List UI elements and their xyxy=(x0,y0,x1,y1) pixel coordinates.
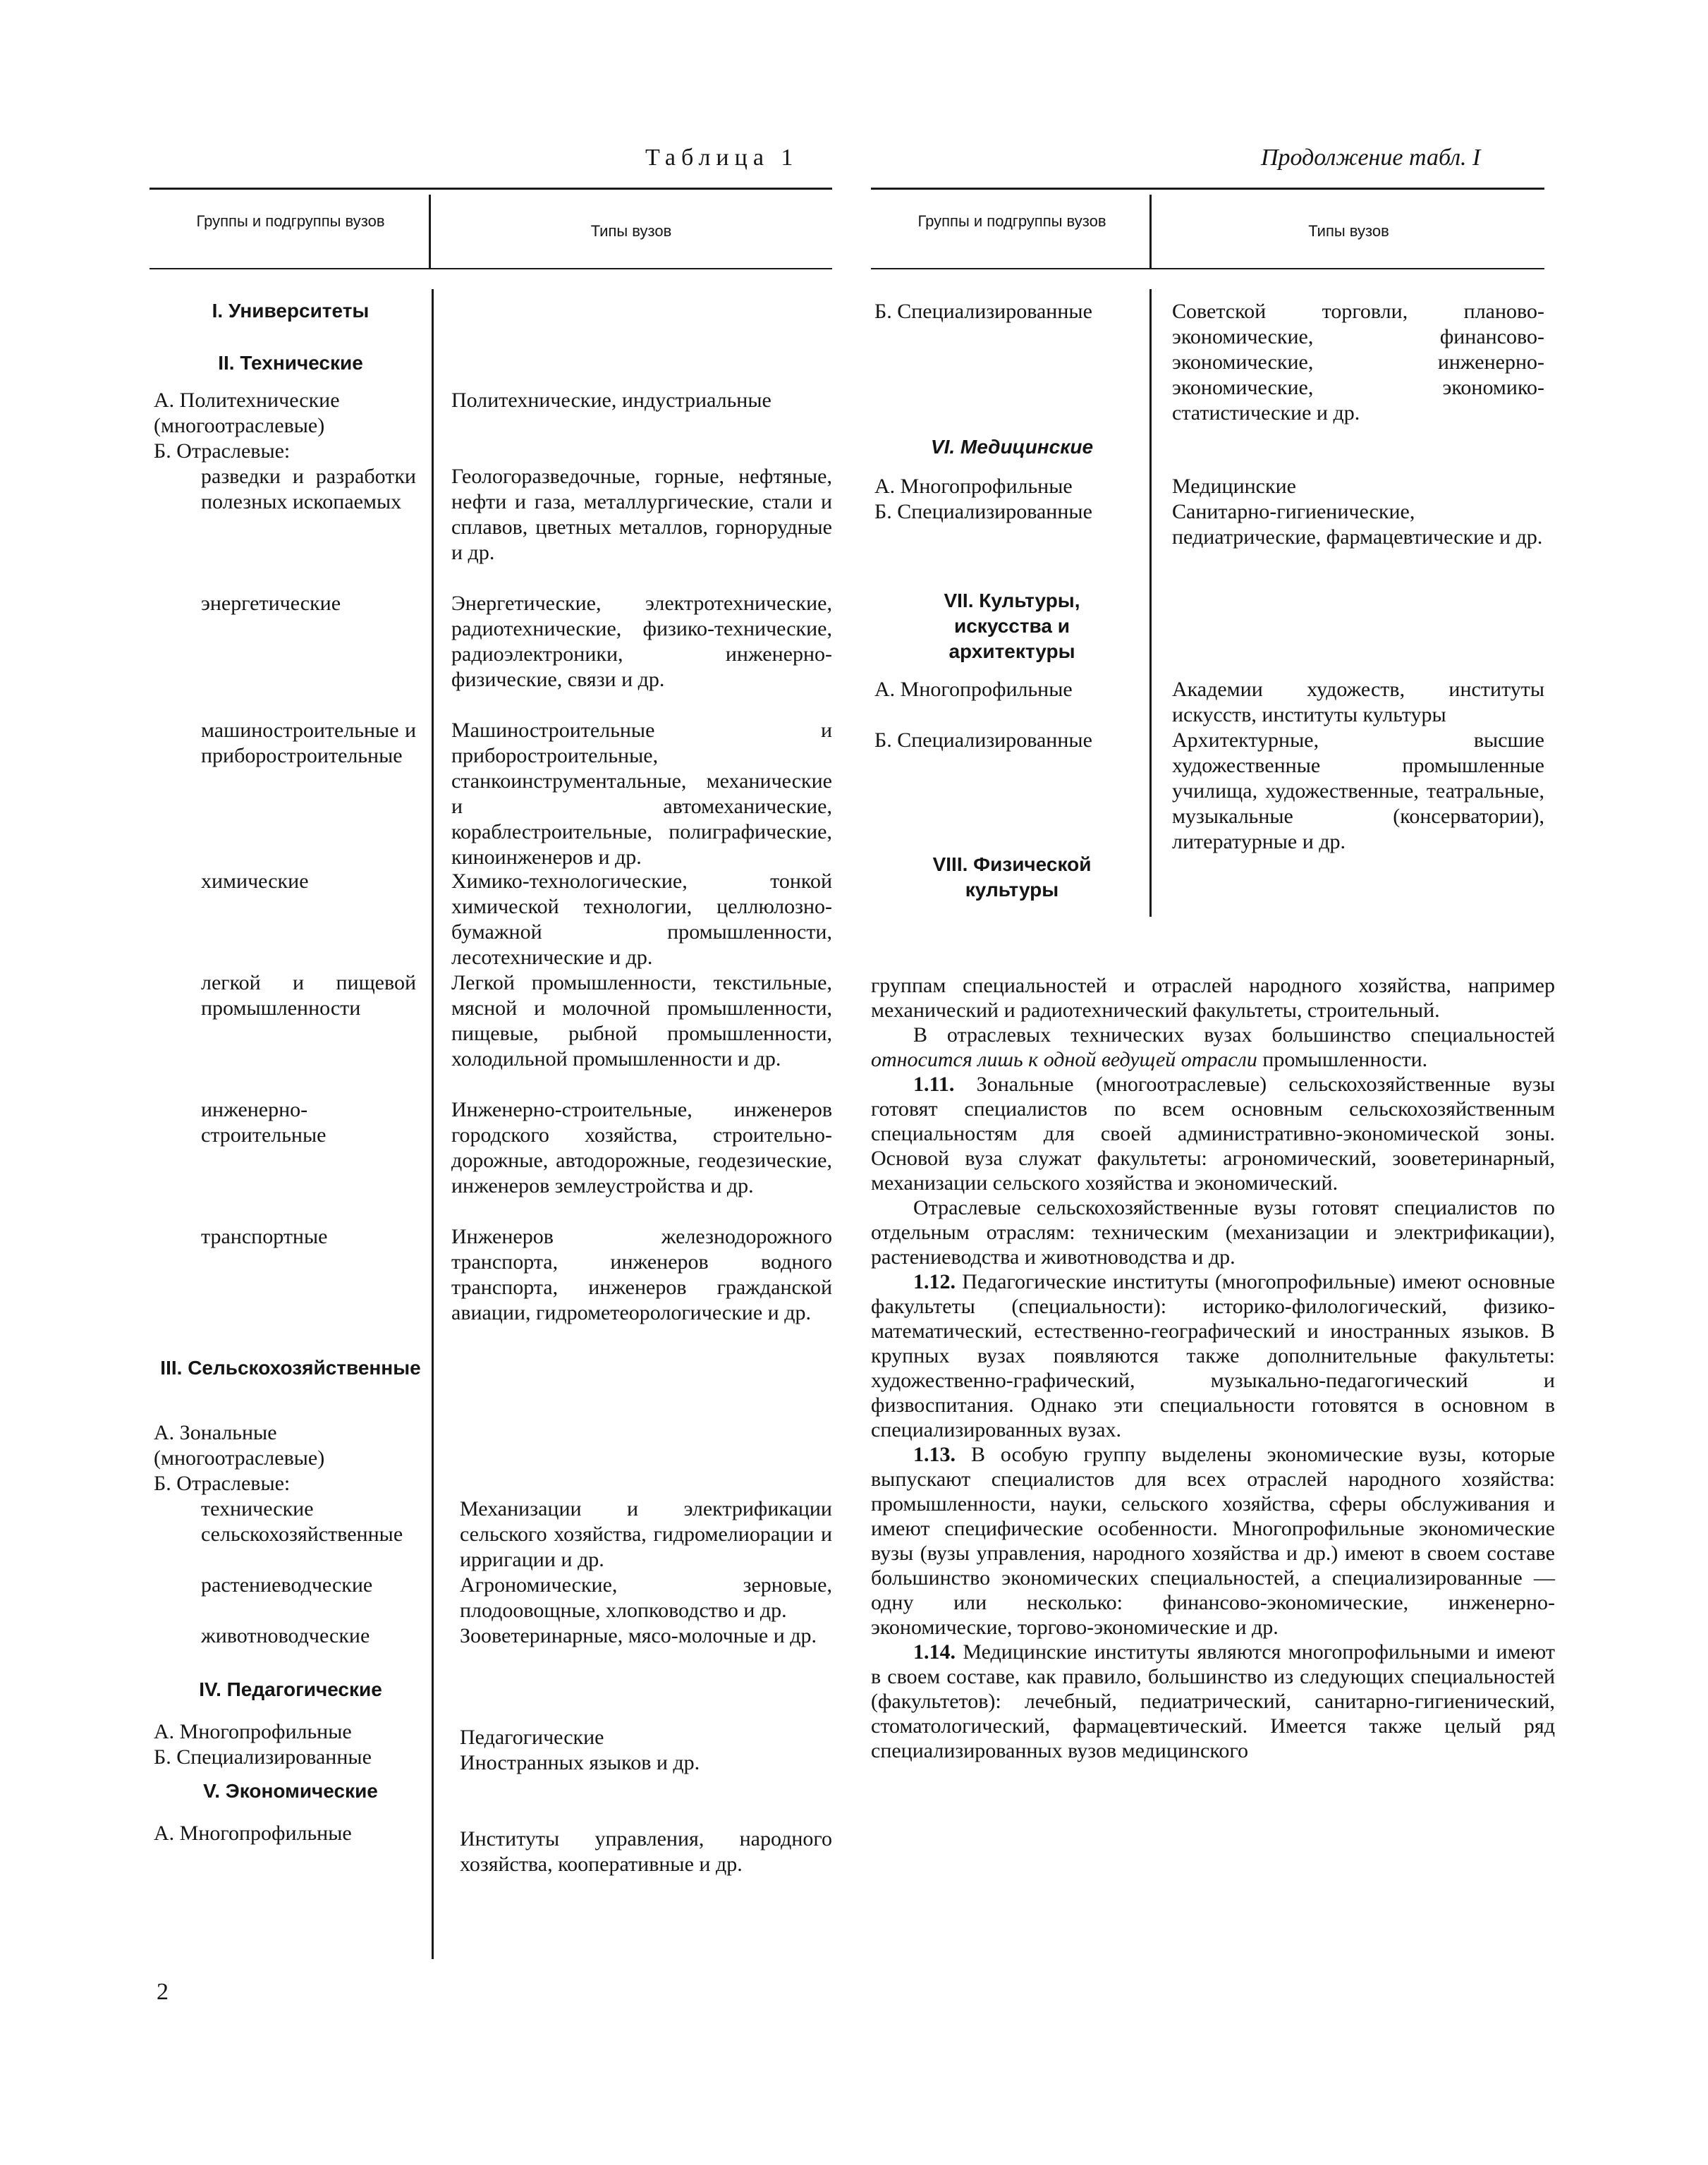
row-med-special-label: Б. Специализированные xyxy=(874,500,1092,523)
paragraph-2-end: промышленности. xyxy=(1257,1048,1428,1071)
row-transport-label: транспортные xyxy=(201,1225,328,1248)
group-universities: I. Университеты xyxy=(212,300,370,322)
paragraph-2-start: В отраслевых технических вузах большинство специальностей xyxy=(913,1023,1555,1047)
paragraph-1-14-text: Медицинские институты являются многопрофильными и имеют в своем составе, как правило, большинство из следующих специальностей (факультетов): лечебный, педиатрический, санитарно-гигиенический, стоматологический, фармацевтический. Имеется также целый ряд специализированных вузов медицинского xyxy=(871,1640,1555,1762)
group-physical-culture: VIII. Физической культуры xyxy=(932,853,1092,901)
paragraph-1-12-text: Педагогические институты (многопрофильные) имеют основные факультеты (специальности): историко-филологический, физико-математический, естественно-географический и иностранных языков. В крупных вузах появляются также дополнительные факультеты: художественно-графический, музыкально-педагогический и физвоспитания. Однако эти специальности готовятся в основном в специализированных вузах. xyxy=(871,1270,1555,1441)
right-table-header-divider xyxy=(1149,195,1152,269)
row-culture-multi-types: Академии художеств, институты искусств, институты культуры xyxy=(1172,678,1544,726)
row-med-multi-types: Медицинские xyxy=(1172,475,1296,498)
row-culture-special-types: Архитектурные, высшие художественные промышленные училища, художественные, театральные, музыкальные (консерватории), литературные и др. xyxy=(1172,728,1544,853)
paragraph-1-12 xyxy=(871,1269,1555,1442)
left-table-column-divider xyxy=(432,289,434,1959)
row-crop-label: растениеводческие xyxy=(201,1573,373,1597)
left-table-top-rule xyxy=(150,188,832,190)
row-machine-label: машиностроительные и приборостроительные xyxy=(201,719,416,767)
row-polytechnic-types: Политехнические, индустриальные xyxy=(451,389,771,412)
group-agricultural: III. Сельскохозяйственные xyxy=(160,1357,421,1379)
paragraph-1-13-number: 1.13. xyxy=(913,1443,956,1466)
row-econ-special-types: Советской торговли, планово-экономические, финансово-экономические, инженерно-экономические, экономико-статистические и др. xyxy=(1172,300,1544,425)
row-agri-tech-types: Механизации и электрификации сельского хозяйства, гидромелиорации и ирригации и др. xyxy=(460,1497,832,1571)
row-econ-multi-label: А. Многопрофильные xyxy=(154,1822,352,1845)
paragraph-1-13-text: В особую группу выделены экономические вузы, которые выпускают специалистов для всех отраслей народного хозяйства: промышленности, науки, сельского хозяйства, сферы обслуживания и имеют специфические особенности. Многопрофильные экономические вузы (вузы управления, народного хозяйства и др.) имеют в своем составе большинство экономических специальностей, а специализированные — одну или несколько: финансово-экономические, инженерно-экономические, торгово-экономические и др. xyxy=(871,1443,1555,1639)
row-livestock-types: Зооветеринарные, мясо-молочные и др. xyxy=(460,1624,817,1647)
row-civil-types: Инженерно-строительные, инженеров городского хозяйства, строительно-дорожные, автодорожные, геодезические, инженеров землеустройства и др. xyxy=(451,1098,832,1197)
paragraph-2 xyxy=(871,1023,1555,1072)
row-agri-tech-label: технические сельскохозяйственные xyxy=(201,1497,403,1546)
row-econ-special-label: Б. Специализированные xyxy=(874,300,1092,323)
row-zonal-label: А. Зональные (многоотраслевые) xyxy=(154,1421,325,1470)
left-table-header-divider xyxy=(429,195,431,269)
row-transport-types: Инженеров железнодорожного транспорта, инженеров водного транспорта, инженеров гражданской авиации, гидрометеорологические и др. xyxy=(451,1225,832,1324)
row-crop-types: Агрономические, зерновые, плодоовощные, хлопководство и др. xyxy=(460,1573,832,1622)
page-number: 2 xyxy=(157,1979,169,2005)
right-table-top-rule xyxy=(871,188,1544,190)
row-branch-label: Б. Отраслевые: xyxy=(154,439,291,463)
left-col1-header: Группы и подгруппы вузов xyxy=(196,212,385,230)
row-branch2-label: Б. Отраслевые: xyxy=(154,1472,291,1495)
row-polytechnic-label: А. Политехнические (многоотраслевые) xyxy=(154,389,340,437)
table-title: Таблица 1 xyxy=(645,145,799,171)
right-table-header-rule xyxy=(871,268,1544,269)
paragraph-2-emphasis: относится лишь к одной ведущей отрасли xyxy=(871,1048,1257,1071)
row-chemical-label: химические xyxy=(201,870,309,893)
row-civil-label: инженерно-строительные xyxy=(201,1098,327,1147)
row-culture-multi-label: А. Многопрофильные xyxy=(874,678,1073,701)
continuation-title: Продолжение табл. I xyxy=(1261,145,1481,171)
right-col1-header: Группы и подгруппы вузов xyxy=(917,212,1106,230)
row-culture-special-label: Б. Специализированные xyxy=(874,728,1092,752)
paragraph-1-11 xyxy=(871,1072,1555,1195)
row-machine-types: Машиностроительные и приборостроительные, станкоинструментальные, механические и автомеханические, кораблестроительные, полиграфические, киноинженеров и др. xyxy=(451,719,832,869)
row-energy-label: энергетические xyxy=(201,592,341,615)
paragraph-1: группам специальностей и отраслей народного хозяйства, например механический и радиотехнический факультеты, строительный. xyxy=(871,974,1555,1022)
right-table-column-divider xyxy=(1149,289,1152,917)
paragraph-1-14-number: 1.14. xyxy=(913,1640,956,1664)
row-ped-special-label: Б. Специализированные xyxy=(154,1745,372,1769)
group-culture: VII. Культуры, искусства и архитектуры xyxy=(944,590,1080,662)
row-econ-multi-types: Институты управления, народного хозяйства, кооперативные и др. xyxy=(460,1827,832,1876)
row-mining-types: Геологоразведочные, горные, нефтяные, нефти и газа, металлургические, стали и сплавов, цветных металлов, горнорудные и др. xyxy=(451,465,832,564)
paragraph-1-12-number: 1.12. xyxy=(913,1270,956,1293)
row-chemical-types: Химико-технологические, тонкой химической технологии, целлюлозно-бумажной промышленности, лесотехнические и др. xyxy=(451,870,832,969)
paragraph-1-11-text: Зональные (многоотраслевые) сельскохозяйственные вузы готовят специалистов по всем основным сельскохозяйственным специальностям для своей административно-экономической зоны. Основой вуза служат факультеты: агрономический, зооветеринарный, механизации сельского хозяйства и экономический. xyxy=(871,1073,1555,1195)
row-med-special-types: Санитарно-гигиенические, педиатрические, фармацевтические и др. xyxy=(1172,500,1543,549)
group-economic: V. Экономические xyxy=(203,1780,378,1802)
row-light-food-types: Легкой промышленности, текстильные, мясной и молочной промышленности, пищевые, рыбной промышленности, холодильной промышленности и др. xyxy=(451,971,832,1071)
row-light-food-label: легкой и пищевой промышленности xyxy=(201,971,416,1020)
row-energy-types: Энергетические, электротехнические, радиотехнические, физико-технические, радиоэлектроники, инженерно-физические, связи и др. xyxy=(451,592,832,691)
row-ped-multi-label: А. Многопрофильные xyxy=(154,1720,352,1743)
left-table-header-rule xyxy=(150,268,832,269)
row-ped-multi-types: Педагогические xyxy=(460,1726,604,1749)
row-med-multi-label: А. Многопрофильные xyxy=(874,475,1073,498)
paragraph-1-11-number: 1.11. xyxy=(913,1073,955,1096)
group-medical: VI. Медицинские xyxy=(930,436,1094,458)
row-mining-label: разведки и разработки полезных ископаемых xyxy=(201,465,416,513)
row-ped-special-types: Иностранных языков и др. xyxy=(460,1751,700,1774)
group-pedagogical: IV. Педагогические xyxy=(199,1678,382,1700)
row-livestock-label: животноводческие xyxy=(201,1624,370,1647)
paragraph-agri-branch: Отраслевые сельскохозяйственные вузы готовят специалистов по отдельным отраслям: техническим (механизации и электрификации), растениеводства и животноводства и др. xyxy=(871,1196,1555,1269)
body-text xyxy=(871,973,1555,1763)
group-technical: II. Технические xyxy=(218,352,363,374)
right-col2-header: Типы вузов xyxy=(1308,222,1389,240)
paragraph-1-13 xyxy=(871,1442,1555,1640)
paragraph-1-14 xyxy=(871,1640,1555,1763)
left-col2-header: Типы вузов xyxy=(590,222,672,240)
